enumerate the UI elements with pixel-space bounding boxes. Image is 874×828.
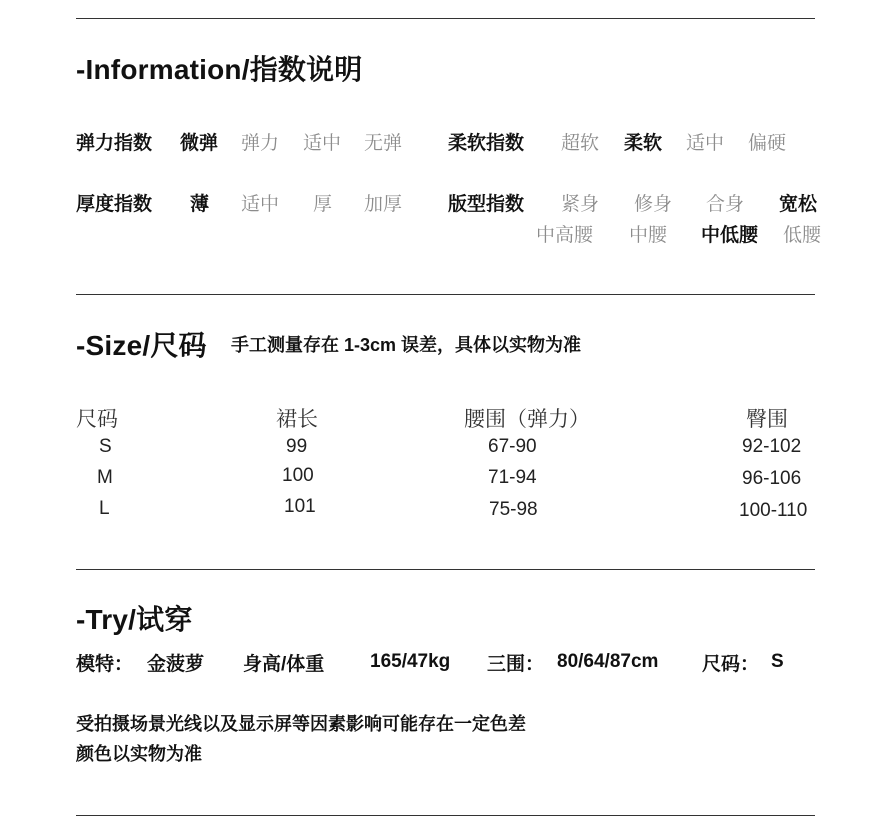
hip-column-header: 臀围: [746, 407, 788, 431]
table-cell-size: L: [99, 498, 110, 519]
elasticity-label: 弹力指数: [76, 133, 153, 154]
fit-label: 版型指数: [448, 194, 525, 215]
model-size-value: S: [771, 651, 784, 672]
height-weight-label: 身高/体重: [243, 654, 325, 675]
thickness-option: 加厚: [364, 194, 403, 215]
softness-label: 柔软指数: [448, 133, 525, 154]
divider-size-try: [76, 569, 815, 570]
measurements-value: 80/64/87cm: [557, 651, 659, 672]
table-cell-hip: 100-110: [739, 500, 808, 521]
fit-option: 修身: [634, 194, 673, 215]
model-label: 模特：: [76, 654, 134, 675]
softness-option: 柔软: [624, 133, 663, 154]
fit-option: 宽松: [779, 194, 818, 215]
information-heading: -Information/指数说明: [76, 54, 363, 85]
waist-option: 中低腰: [701, 225, 759, 246]
table-cell-waist: 67-90: [488, 436, 537, 457]
divider-bottom: [76, 815, 815, 816]
thickness-option: 厚: [313, 194, 333, 215]
waist-option: 低腰: [783, 225, 822, 246]
softness-option: 偏硬: [748, 133, 787, 154]
table-cell-size: S: [99, 436, 112, 457]
thickness-option: 薄: [190, 194, 210, 215]
waist-option: 中腰: [629, 225, 668, 246]
table-cell-length: 101: [284, 496, 316, 517]
model-name: 金菠萝: [147, 654, 205, 675]
try-heading: -Try/试穿: [76, 604, 193, 635]
color-disclaimer-line: 颜色以实物为准: [76, 744, 202, 764]
table-cell-hip: 96-106: [742, 468, 802, 489]
fit-option: 紧身: [561, 194, 600, 215]
waist-option: 中高腰: [536, 225, 594, 246]
model-size-label: 尺码：: [702, 654, 760, 675]
thickness-option: 适中: [241, 194, 280, 215]
table-cell-hip: 92-102: [742, 436, 802, 457]
table-cell-size: M: [97, 467, 113, 488]
length-column-header: 裙长: [276, 407, 318, 431]
fit-option: 合身: [706, 194, 745, 215]
size-note: 手工测量存在 1-3cm 误差，具体以实物为准: [231, 335, 582, 355]
thickness-label: 厚度指数: [76, 194, 153, 215]
table-cell-length: 100: [282, 465, 314, 486]
elasticity-option: 微弹: [180, 133, 219, 154]
color-disclaimer-line: 受拍摄场景光线以及显示屏等因素影响可能存在一定色差: [76, 714, 526, 734]
divider-info-size: [76, 294, 815, 295]
waist-column-header: 腰围（弹力）: [464, 407, 590, 431]
elasticity-option: 弹力: [241, 133, 280, 154]
divider-top: [76, 18, 815, 19]
softness-option: 超软: [561, 133, 600, 154]
measurements-label: 三围：: [487, 654, 545, 675]
height-weight-value: 165/47kg: [370, 651, 451, 672]
table-cell-waist: 71-94: [488, 467, 537, 488]
elasticity-option: 无弹: [364, 133, 403, 154]
softness-option: 适中: [686, 133, 725, 154]
size-column-header: 尺码: [76, 407, 118, 431]
table-cell-waist: 75-98: [489, 499, 538, 520]
elasticity-option: 适中: [303, 133, 342, 154]
size-heading: -Size/尺码: [76, 330, 207, 361]
table-cell-length: 99: [286, 436, 308, 457]
